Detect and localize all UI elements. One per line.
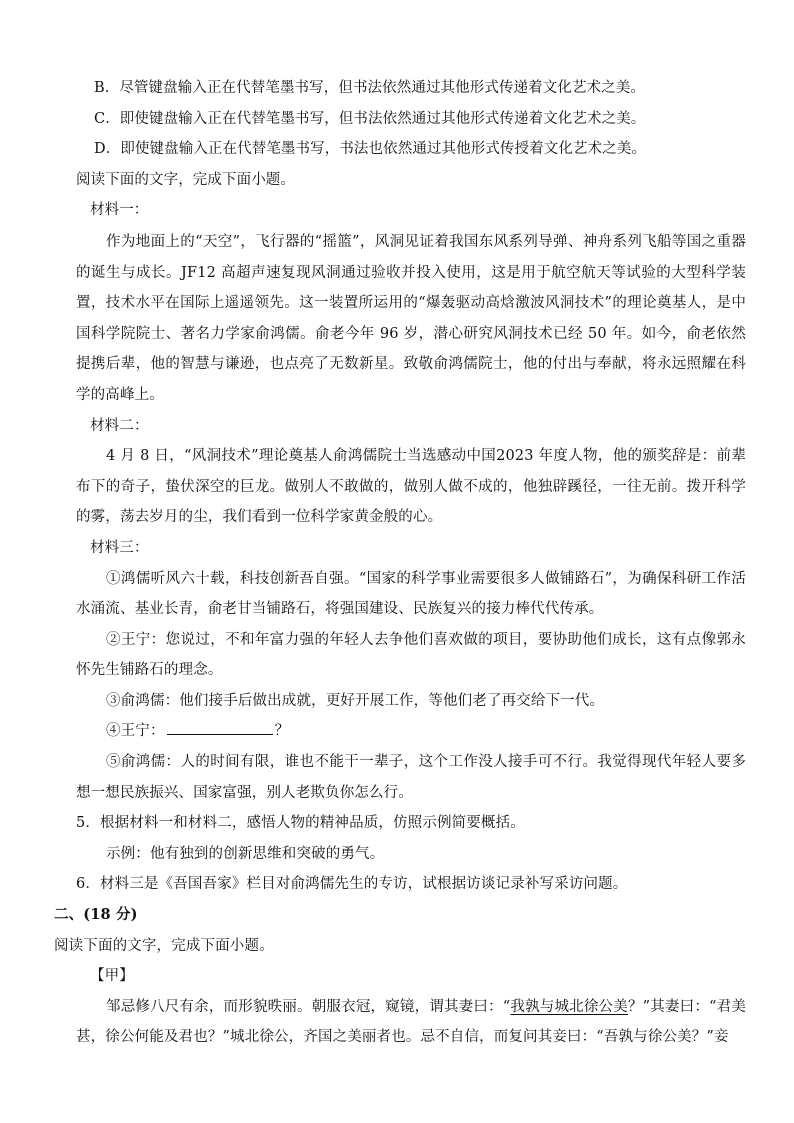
item4-prefix: ④王宁：: [106, 723, 165, 740]
jia-label: 【甲】: [90, 968, 134, 985]
material3-item1: ①鸿儒听风六十载，科技创新吾自强。“国家的科学事业需要很多人做铺路石”，为确保科研工作活水涌流、基业长青，俞老甘当铺路石，将强国建设、民族复兴的接力棒代代传承。: [76, 570, 746, 618]
material3-item4: [76, 716, 746, 747]
jia-text-part1: 邹忌修八尺有余，而形貌昳丽。朝服衣冠，窥镜，谓其妻曰：“: [106, 998, 511, 1015]
option-d: D．即使键盘输入正在代替笔墨书写，书法也依然通过其他形式传授着文化艺术之美。: [94, 141, 646, 158]
material3-item5: ⑤俞鸿儒：人的时间有限，谁也不能干一辈子，这个工作没人接手可不行。我觉得现代年轻人要多想一想民族振兴、国家富强，别人老欺负你怎么行。: [76, 754, 746, 801]
question-6: 6．材料三是《吾国吾家》栏目对俞鸿儒先生的专访，试根据访谈记录补写采访问题。: [76, 876, 628, 893]
jia-underlined-phrase: 我孰与城北徐公美: [510, 998, 628, 1015]
material3-item3: ③俞鸿儒：他们接手后做出成就，更好开展工作，等他们老了再交给下一代。: [106, 692, 605, 709]
material2-text: 4 月 8 日，“风洞技术”理论奠基人俞鸿儒院士当选感动中国2023 年度人物，他的颁奖辞是：前辈布下的奇子，蛰伏深空的巨龙。做别人不敢做的，做别人做不成的，他独辟蹊径，一往无前。拨开科学的雾，荡去岁月的尘，我们看到一位科学家黄金般的心。: [76, 448, 746, 526]
answer-blank[interactable]: [167, 720, 273, 735]
section-2-prompt: 阅读下面的文字，完成下面小题。: [54, 937, 274, 954]
item4-suffix: ？: [274, 723, 290, 740]
material2-label: 材料二：: [90, 417, 149, 434]
jia-text-part2: ？”其妻曰：“君美甚，徐公何能及君也？”城北徐公，齐国之美丽者也。忌不自信，而复问其妾曰：“吾孰与徐公美？”妾: [76, 998, 746, 1046]
reading-prompt: 阅读下面的文字，完成下面小题。: [76, 171, 295, 188]
question-5-example: 示例：他有独到的创新思维和突破的勇气。: [106, 845, 385, 862]
material3-label: 材料三：: [90, 539, 149, 556]
section-2-heading: 二、(18 分): [54, 906, 138, 924]
jia-text: [76, 992, 746, 1053]
material1-label: 材料一：: [90, 202, 149, 219]
option-b: B．尽管键盘输入正在代替笔墨书写，但书法依然通过其他形式传递着文化艺术之美。: [94, 80, 645, 96]
material1-text: 作为地面上的“天空”，飞行器的“摇篮”，风洞见证着我国东风系列导弹、神舟系列飞船等国之重器的诞生与成长。JF12 高超声速复现风洞通过验收并投入使用，这是用于航空航天等试验的大型科学装置，技术水平在国际上遥遥领先。这一装置所运用的“爆轰驱动高焓激波风洞技术”的理论奠基人，是中国科学院院士、著名力学家俞鸿儒。俞老今年 96 岁，潜心研究风洞技术已经 50 年。如今，俞老依然提携后辈，他的智慧与谦逊，也点亮了无数新星。致敬俞鸿儒院士，他的付出与奉献，将永远照耀在科学的高峰上。: [76, 233, 746, 403]
question-5: 5．根据材料一和材料二，感悟人物的精神品质，仿照示例简要概括。: [76, 815, 525, 832]
material3-item2: ②王宁：您说过，不和年富力强的年轻人去争他们喜欢做的项目，要协助他们成长，这有点像郭永怀先生铺路石的理念。: [76, 631, 746, 679]
option-c: C．即使键盘输入正在代替笔墨书写，但书法依然通过其他形式传递着文化艺术之美。: [94, 110, 646, 127]
